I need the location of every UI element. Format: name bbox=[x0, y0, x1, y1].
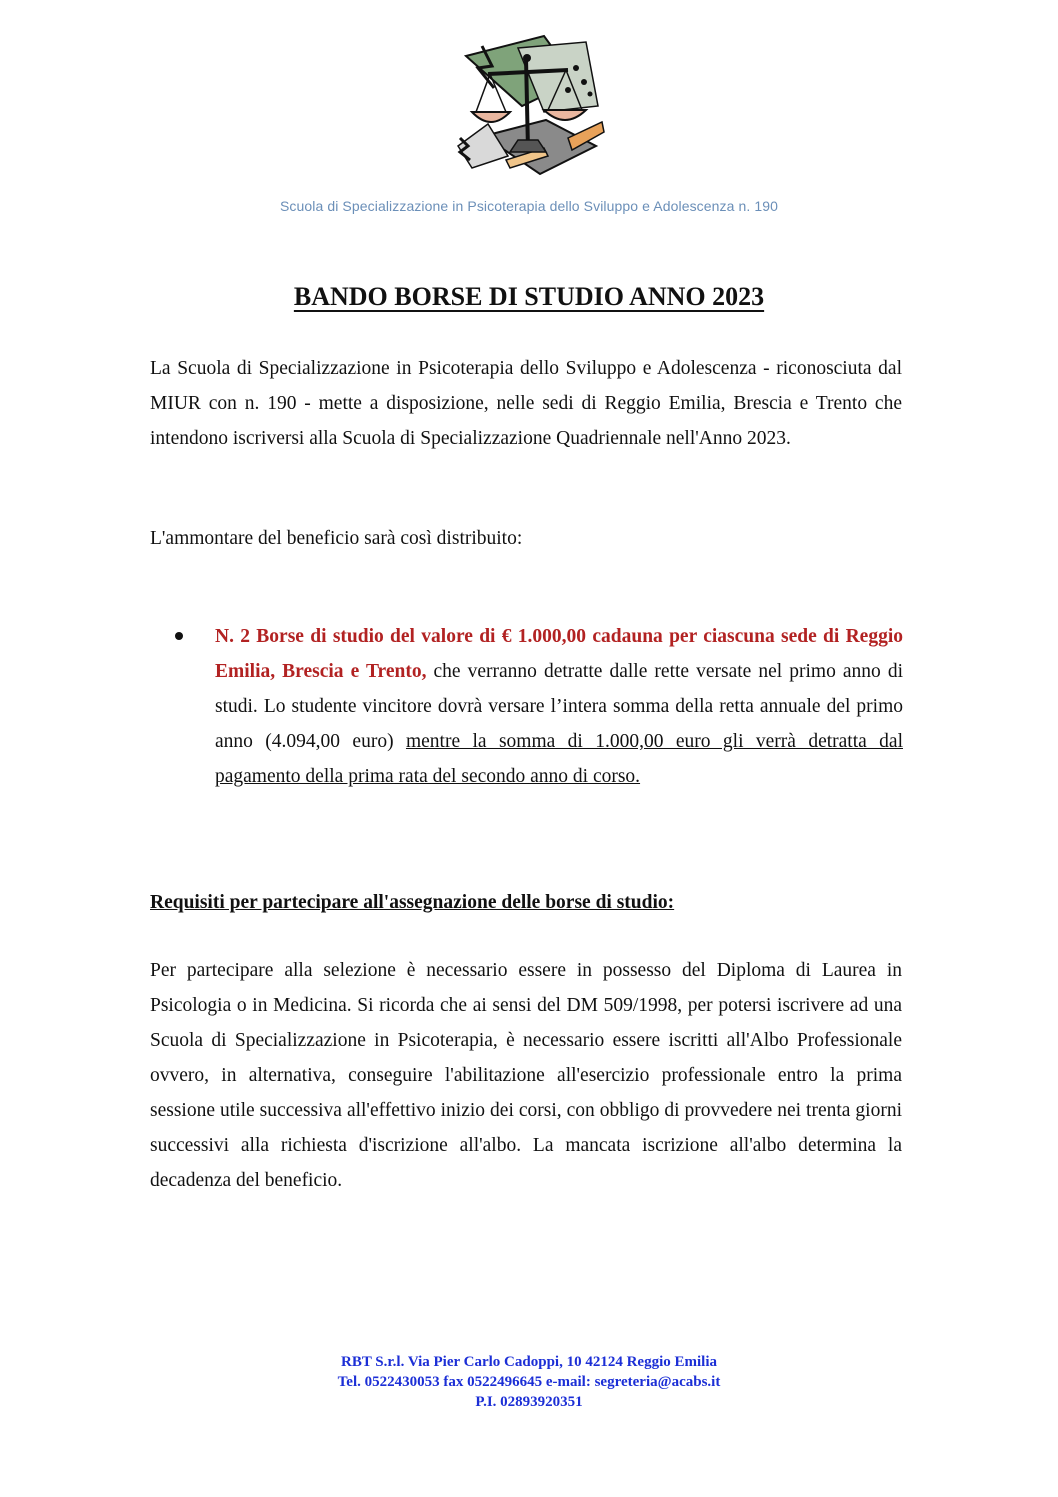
intro-paragraph: La Scuola di Specializzazione in Psicoterapia dello Sviluppo e Adolescenza - riconosciuta dal MIUR con n. 190 - mette a disposizione, nelle sedi di Reggio Emilia, Brescia e Trento che intendono iscriversi alla Scuola di Specializzazione Quadriennale nell'Anno 2023. bbox=[150, 358, 902, 449]
footer-address: RBT S.r.l. Via Pier Carlo Cadoppi, 10 42124 Reggio Emilia bbox=[340, 1354, 717, 1370]
footer bbox=[0, 1352, 1058, 1412]
scales-of-justice-logo-icon bbox=[448, 28, 608, 188]
school-header-line: Scuola di Specializzazione in Psicoterapia dello Sviluppo e Adolescenza n. 190 bbox=[279, 198, 779, 214]
bullet-underlined-text: mentre la somma di 1.000,00 euro gli verrà detratta dal pagamento della prima rata del secondo anno di corso. bbox=[215, 731, 903, 787]
requirements-paragraph: Per partecipare alla selezione è necessario essere in possesso del Diploma di Laurea in Psicologia o in Medicina. Si ricorda che ai sensi del DM 509/1998, per potersi iscrivere ad una Scuola di Specializzazione in Psicoterapia, è necessario essere iscritti all'Albo Professionale ovvero, in alternativa, conseguire l'abilitazione all'esercizio professionale entro la prima sessione utile successiva all'effettivo inizio dei corsi, con obbligo di provvedere nei trenta giorni successivi alla richiesta d'iscrizione all'albo. La mancata iscrizione all'albo determina la decadenza del beneficio. bbox=[150, 960, 902, 1191]
bullet-text bbox=[215, 619, 903, 794]
bullet-dot-icon bbox=[175, 632, 183, 640]
footer-vat: P.I. 02893920351 bbox=[475, 1394, 583, 1410]
document-title: BANDO BORSE DI STUDIO ANNO 2023 bbox=[293, 282, 765, 311]
bullet-plain-text: che verranno detratte dalle rette versate nel primo anno di studi. Lo studente vincitore dovrà versare l’intera somma della retta annuale del primo anno (4.094,00 euro) bbox=[215, 661, 904, 752]
footer-contacts: Tel. 0522430053 fax 0522496645 e-mail: segreteria@acabs.it bbox=[337, 1374, 721, 1390]
requirements-heading: Requisiti per partecipare all'assegnazione delle borse di studio: bbox=[150, 892, 675, 913]
distribution-line: L'ammontare del beneficio sarà così distribuito: bbox=[150, 528, 523, 549]
bullet-highlight: N. 2 Borse di studio del valore di € 1.000,00 cadauna per ciascuna sede di Reggio Emilia, Brescia e Trento, bbox=[215, 626, 903, 682]
